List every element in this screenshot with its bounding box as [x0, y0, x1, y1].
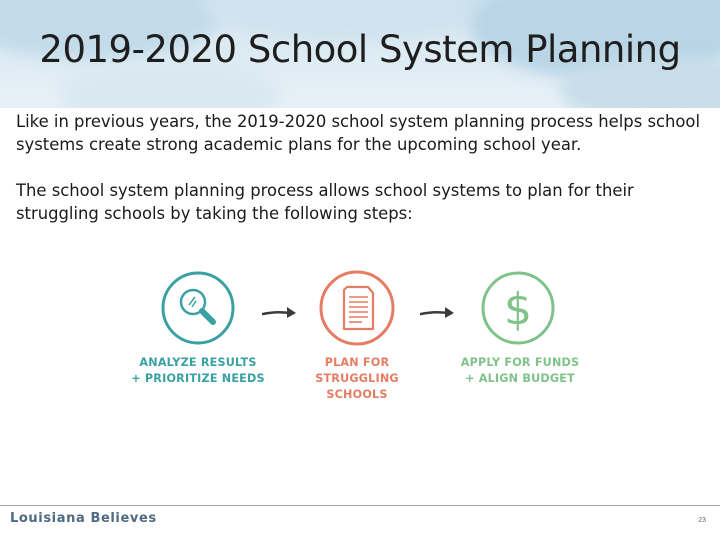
- slide-title: 2019-2020 School System Planning: [39, 28, 681, 71]
- step-label-line: + PRIORITIZE NEEDS: [131, 372, 265, 385]
- step-label-line: APPLY FOR FUNDS: [460, 356, 580, 369]
- brand-logo: Louisiana Believes: [10, 511, 157, 526]
- intro-paragraph: Like in previous years, the 2019-2020 school system planning process helps school systems create strong academic plans for the upcoming school year.: [16, 112, 700, 154]
- slide-body: [16, 110, 706, 248]
- title-banner: [0, 0, 720, 108]
- document-icon: [318, 269, 396, 347]
- magnifier-icon: [160, 270, 236, 346]
- step-analyze-label: [118, 355, 278, 387]
- step-plan-label: [287, 355, 427, 403]
- step-label-line: SCHOOLS: [326, 388, 388, 401]
- step-label-line: STRUGGLING: [315, 372, 399, 385]
- footer-divider: [0, 505, 720, 506]
- step-apply-label: [440, 355, 600, 387]
- step-label-line: PLAN FOR: [324, 356, 390, 369]
- arrow-right-icon: [262, 306, 298, 320]
- step-label-line: ANALYZE RESULTS: [139, 356, 257, 369]
- steps-paragraph: The school system planning process allows school systems to plan for their struggling schools by taking the following steps:: [16, 181, 634, 223]
- step-label-line: + ALIGN BUDGET: [465, 372, 575, 385]
- svg-text:$: $: [504, 284, 532, 335]
- dollar-icon: [480, 270, 556, 346]
- page-number: 23: [698, 517, 706, 524]
- arrow-right-icon: [420, 306, 456, 320]
